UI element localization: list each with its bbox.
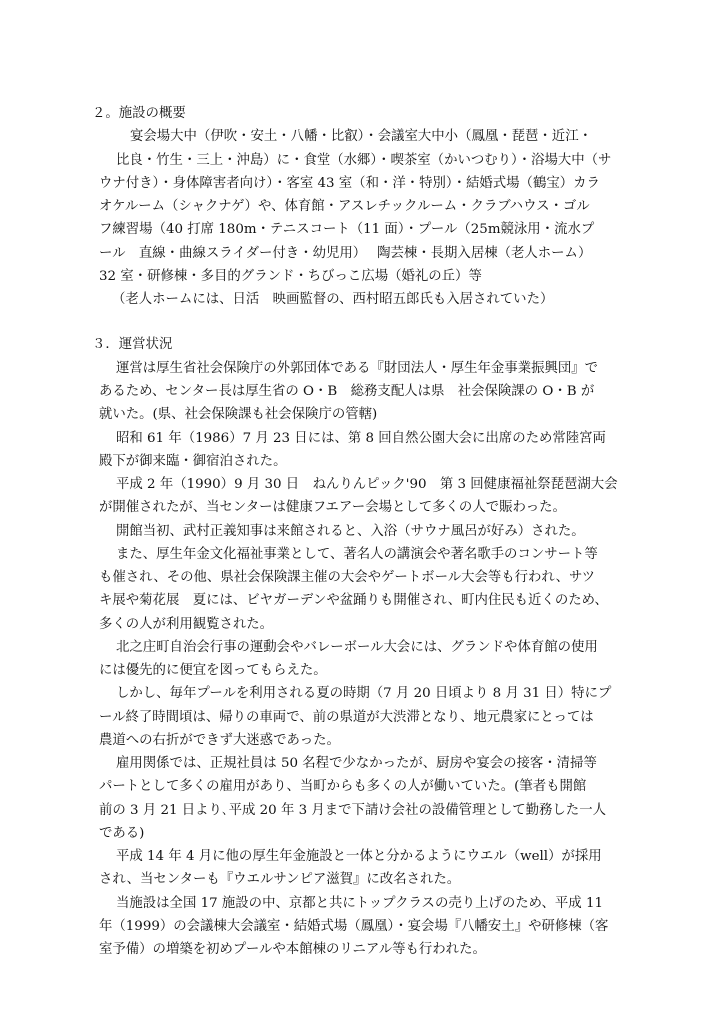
paragraph-line: フ練習場（40 打席 180m・テニスコート（11 面）・プール（25m競泳用・流水プ <box>99 222 595 237</box>
paragraph-line: である) <box>99 826 145 841</box>
paragraph-line: また、厚生年金文化福祉事業として、著名人の講演会や著名歌手のコンサート等 <box>116 547 598 562</box>
paragraph-line: 多くの人が利用観覧された。 <box>99 617 274 632</box>
paragraph-line: 比良・竹生・三上・沖島）に・食堂（水郷）・喫茶室（かいつむり）・浴場大中（サ <box>116 153 612 168</box>
paragraph-line: が開催されたが、当センターは健康フエアー会場として多くの人で賑わった。 <box>99 500 566 515</box>
paragraph-line: パートとして多くの雇用があり、当町からも多くの人が働いていた。(筆者も開館 <box>99 779 587 794</box>
paragraph-line: ール 直線・曲線スライダー付き・幼児用） 陶芸棟・長期入居棟（老人ホーム） <box>99 246 592 261</box>
paragraph-line: 32 室・研修棟・多目的グランド・ちびっこ広場（婚礼の丘）等 <box>99 269 482 284</box>
paragraph-line: され、当センターも『ウエルサンピア滋賀』に改名された。 <box>99 872 461 887</box>
paragraph-line: には優先的に便宜を図ってもらえた。 <box>99 663 327 678</box>
paragraph-line: 農道への右折ができず大迷惑であった。 <box>99 733 340 748</box>
paragraph-line: 北之庄町自治会行事の運動会やバレーボール大会には、グランドや体育館の使用 <box>116 640 598 655</box>
paragraph-line: ウナ付き）・身体障害者向け）・客室 43 室（和・洋・特別）・結婚式場（鶴宝）カラ <box>99 176 600 191</box>
paragraph-line: 雇用関係では、正規社員は 50 名程で少なかったが、厨房や宴会の接客・清掃等 <box>116 756 597 771</box>
paragraph-line: 宴会場大中（伊吹・安土・八幡・比叡）・会議室大中小（鳳凰・琵琶・近江・ <box>130 129 592 144</box>
paragraph-line: も催され、その他、県社会保険課主催の大会やゲートボール大会等も行われ、サツ <box>99 570 595 585</box>
paragraph-line: 平成 2 年（1990）9 月 30 日 ねんりんピック'90 第 3 回健康福祉祭琵琶湖大会 <box>116 477 618 492</box>
section-heading: ３．運営状況 <box>92 337 173 352</box>
paragraph-line: 昭和 61 年（1986）7 月 23 日には、第 8 回自然公園大会に出席のため常陸宮両 <box>116 431 606 446</box>
paragraph-line: 当施設は全国 17 施設の中、京都と共にトップクラスの売り上げのため、平成 11 <box>116 896 603 911</box>
paragraph-line: 運営は厚生省社会保険庁の外郭団体である『財団法人・厚生年金事業振興団』で <box>116 361 599 376</box>
paragraph-line: オケルーム（シャクナゲ）や、体育館・アスレチックルーム・クラブハウス・ゴル <box>99 199 590 214</box>
section-heading: ２。施設の概要 <box>92 106 186 121</box>
paragraph-line: 年（1999）の会議棟大会議室・結婚式場（鳳凰）・宴会場『八幡安土』や研修棟（客 <box>99 919 609 934</box>
paragraph-line: 室予備）の増築を初めプールや本館棟のリニアル等も行われた。 <box>99 942 486 957</box>
paragraph-line: 平成 14 年 4 月に他の厚生年金施設と一体と分かるようにウエル（well）が採用 <box>116 849 602 864</box>
paragraph-line: 就いた。(県、社会保険課も社会保険庁の管轄) <box>99 407 378 422</box>
paragraph-line: 殿下が御来臨・御宿泊された。 <box>99 454 287 469</box>
paragraph-line: （老人ホームには、日活 映画監督の、西村昭五郎氏も入居されていた） <box>112 292 554 307</box>
paragraph-line: ール終了時間頃は、帰りの車両で、前の県道が大渋滞となり、地元農家にとっては <box>99 710 594 725</box>
paragraph-line: あるため、センター長は厚生省の O・B 総務支配人は県 社会保険課の O・B が <box>99 384 595 399</box>
paragraph-line: 前の 3 月 21 日より､平成 20 年 3 月まで下請け会社の設備管理として勤務した一人 <box>99 803 606 818</box>
paragraph-line: キ展や菊花展 夏には、ビヤガーデンや盆踊りも開催され、町内住民も近くのため、 <box>99 593 608 608</box>
paragraph-line: 開館当初、武村正義知事は来館されると、入浴（サウナ風呂が好み）された。 <box>116 524 585 539</box>
paragraph-line: しかし、毎年プールを利用される夏の時期（7 月 20 日頃より 8 月 31 日）特にプ <box>116 686 612 701</box>
